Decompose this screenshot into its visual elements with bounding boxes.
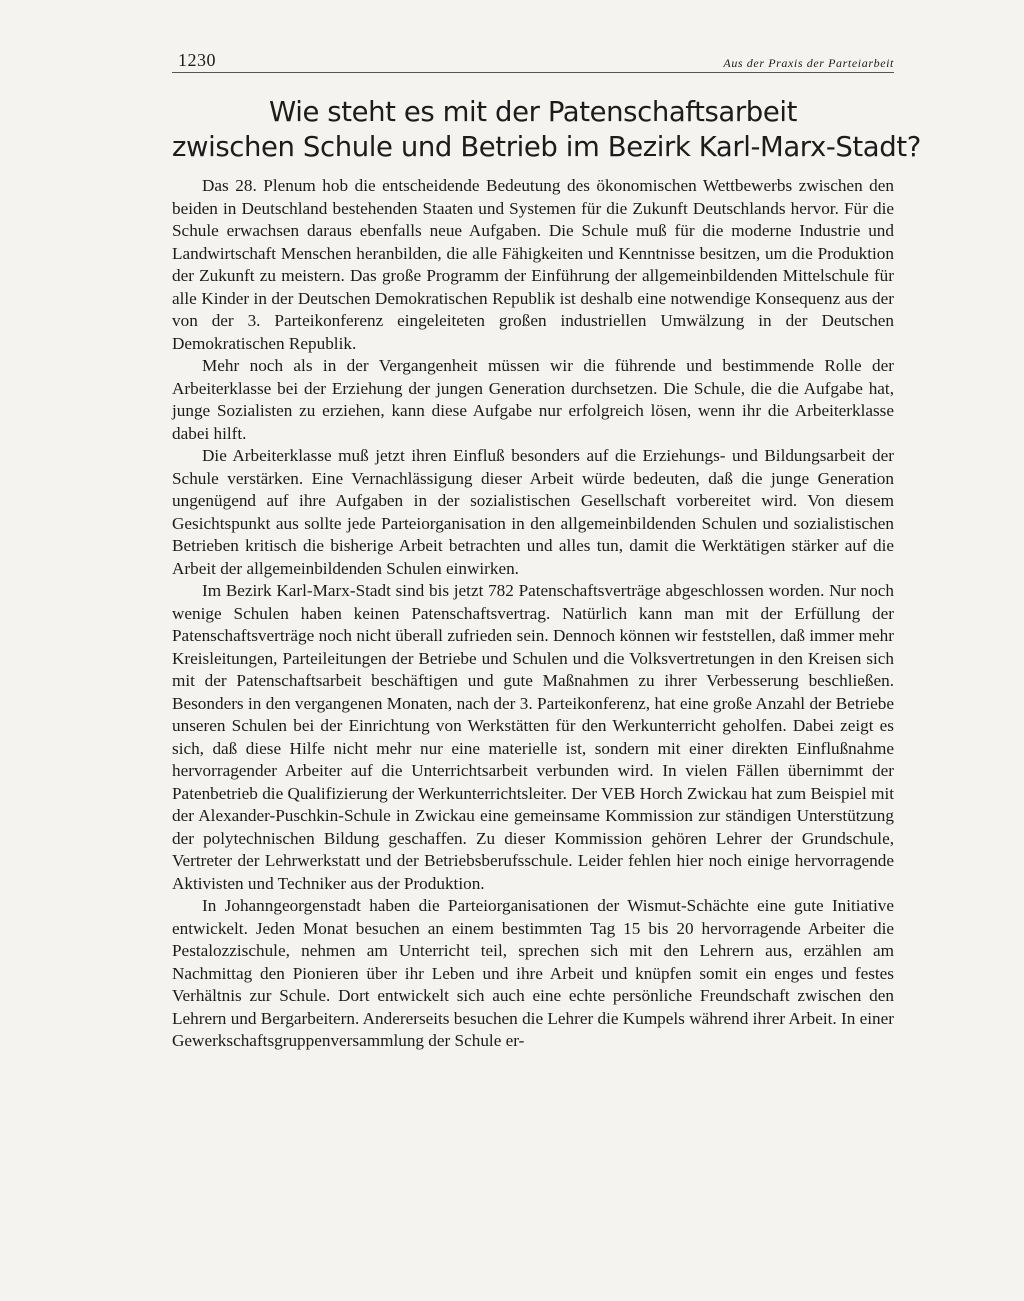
paragraph: Mehr noch als in der Vergangenheit müssen wir die führende und bestimmende Rolle der Arbeiterklasse bei der Erziehung der jungen Generation durchsetzen. Die Schule, die die Aufgabe hat, junge Sozialisten zu erziehen, kann diese Aufgabe nur erfolgreich lösen, wenn ihr die Arbeiterklasse dabei hilft. bbox=[172, 356, 894, 443]
paragraph: Die Arbeiterklasse muß jetzt ihren Einfluß besonders auf die Erziehungs- und Bildungsarbeit der Schule verstärken. Eine Vernachlässigung dieser Arbeit würde bedeuten, daß die junge Generation ungenügend auf ihre Aufgaben in der sozialistischen Gesellschaft vorbereitet wird. Von diesem Gesichtspunkt aus sollte jede Parteiorganisation in den allgemeinbildenden Schulen und sozialistischen Betrieben kritisch die bisherige Arbeit betrachten und alles tun, damit die Werktätigen stärker auf die Arbeit der allgemeinbildenden Schulen einwirken. bbox=[172, 446, 894, 578]
running-header bbox=[172, 52, 894, 73]
article-body bbox=[172, 175, 894, 1053]
article-title bbox=[172, 95, 921, 165]
article-title-line-2: zwischen Schule und Betrieb im Bezirk Karl-Marx-Stadt? bbox=[172, 131, 921, 163]
page-number: 1230 bbox=[178, 50, 216, 70]
document-page bbox=[172, 50, 921, 1053]
paragraph: Das 28. Plenum hob die entscheidende Bedeutung des ökonomischen Wettbewerbs zwischen den beiden in Deutschland bestehenden Staaten und Systemen für die Zukunft Deutschlands hervor. Für die Schule erwachsen daraus ebenfalls neue Aufgaben. Die Schule muß für die moderne Industrie und Landwirtschaft Menschen heranbilden, die alle Fähigkeiten und Kenntnisse besitzen, um die Produktion der Zukunft zu meistern. Das große Programm der Einführung der allgemeinbildenden Mittelschule für alle Kinder in der Deutschen Demokratischen Republik ist deshalb eine notwendige Konsequenz aus der von der 3. Parteikonferenz eingeleiteten großen industriellen Umwälzung in der Deutschen Demokratischen Republik. bbox=[172, 176, 894, 353]
section-title: Aus der Praxis der Parteiarbeit bbox=[723, 56, 894, 70]
article-title-line-1: Wie steht es mit der Patenschaftsarbeit bbox=[269, 96, 797, 128]
paragraph: Im Bezirk Karl-Marx-Stadt sind bis jetzt 782 Patenschaftsverträge abgeschlossen worden. Nur noch wenige Schulen haben keinen Patenschaftsvertrag. Natürlich kann man mit der Erfüllung der Patenschaftsverträge noch nicht überall zufrieden sein. Dennoch können wir feststellen, daß immer mehr Kreisleitungen, Parteileitungen der Betriebe und Schulen und die Volksvertretungen in den Kreisen sich mit der Patenschaftsarbeit beschäftigen und gute Maßnahmen zu ihrer Verbesserung beschließen. Besonders in den vergangenen Monaten, nach der 3. Parteikonferenz, hat eine große Anzahl der Betriebe unseren Schulen bei der Einrichtung von Werkstätten für den Werkunterricht geholfen. Dabei zeigt es sich, daß diese Hilfe nicht mehr nur eine materielle ist, sondern mit einer direkten Einflußnahme hervorragender Arbeiter auf die Unterrichtsarbeit verbunden wird. In vielen Fällen übernimmt der Patenbetrieb die Qualifizierung der Werkunterrichtsleiter. Der VEB Horch Zwickau hat zum Beispiel mit der Alexander-Puschkin-Schule in Zwickau eine gemeinsame Kommission zur ständigen Unterstützung der polytechnischen Bildung geschaffen. Zu dieser Kommission gehören Lehrer der Grundschule, Vertreter der Lehrwerkstatt und der Betriebsberufsschule. Leider fehlen hier noch einige hervorragende Aktivisten und Techniker aus der Produktion. bbox=[172, 581, 895, 893]
paragraph: In Johanngeorgenstadt haben die Parteiorganisationen der Wismut-Schächte eine gute Initiative entwickelt. Jeden Monat besuchen an einem bestimmten Tag 15 bis 20 hervorragende Arbeiter die Pestalozzischule, nehmen am Unterricht teil, sprechen sich mit den Lehrern aus, erzählen am Nachmittag den Pionieren über ihr Leben und ihre Arbeit und knüpfen somit ein enges und festes Verhältnis zur Schule. Dort entwickelt sich auch eine echte persönliche Freundschaft zwischen den Lehrern und Bergarbeitern. Andererseits besuchen die Lehrer die Kumpels während ihrer Arbeit. In einer Gewerkschaftsgruppenversammlung der Schule er- bbox=[172, 896, 894, 1050]
